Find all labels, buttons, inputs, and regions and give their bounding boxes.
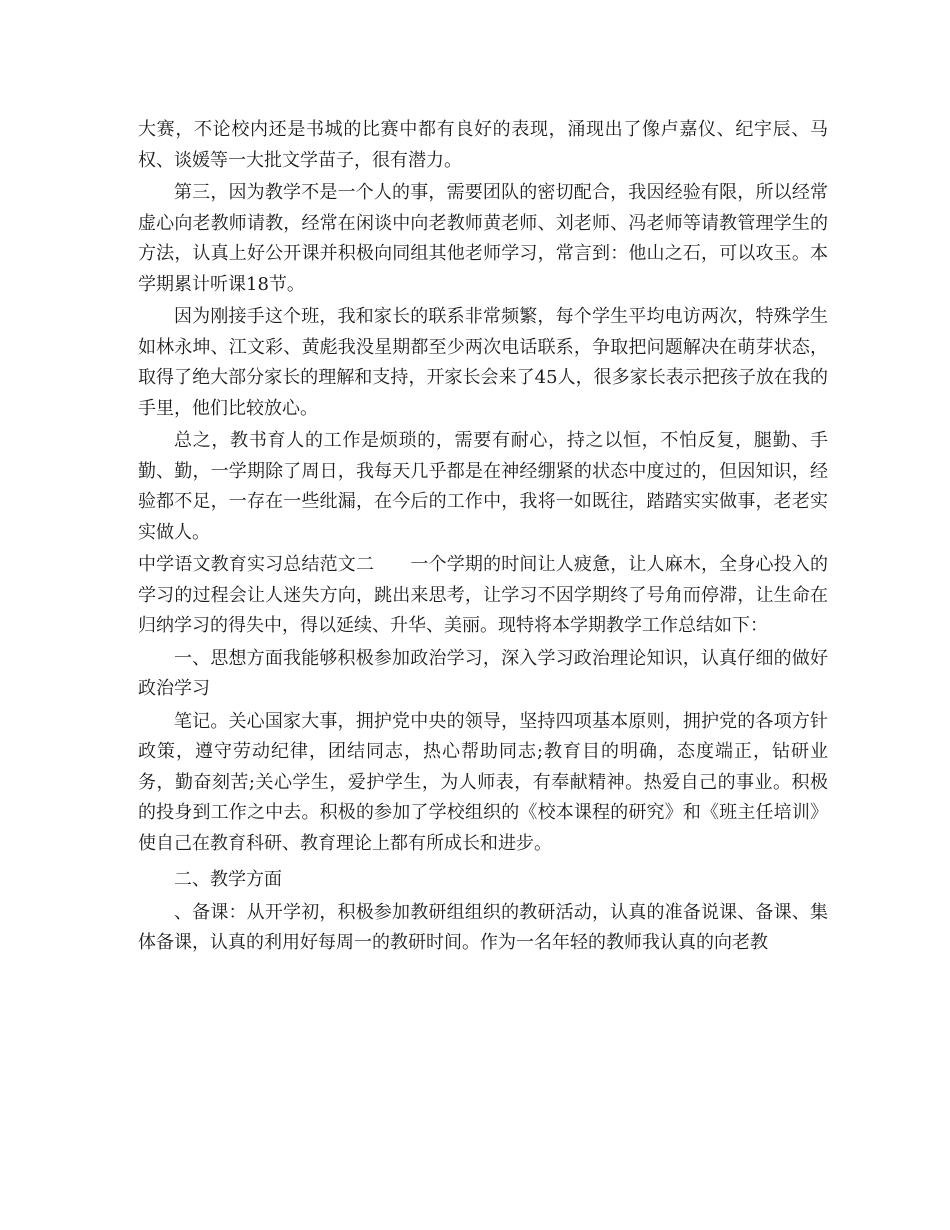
paragraph-parent-contact: 因为刚接手这个班，我和家长的联系非常频繁，每个学生平均电访两次，特殊学生如林永坤、江文彩、黄彪我没星期都至少两次电话联系，争取把问题解决在萌芽状态，取得了绝大部分家长的理解和支持，开家长会来了45人，很多家长表示把孩子放在我的手里，他们比较放心。 — [138, 306, 828, 419]
document-body — [138, 115, 828, 961]
paragraph-ideology-heading: 一、思想方面我能够积极参加政治学习，深入学习政治理论知识，认真仔细的做好政治学习 — [138, 647, 828, 699]
paragraph-competition-continuation: 大赛，不论校内还是书城的比赛中都有良好的表现，涌现出了像卢嘉仪、纪宇辰、马权、谈媛等一大批文学苗子，很有潜力。 — [138, 119, 828, 171]
paragraph-lesson-prep: 、备课：从开学初，积极参加教研组组织的教研活动，认真的准备说课、备课、集体备课，认真的利用好每周一的教研时间。作为一名年轻的教师我认真的向老教 — [138, 901, 828, 953]
paragraph-ideology-notes: 笔记。关心国家大事，拥护党中央的领导，坚持四项基本原则，拥护党的各项方针政策，遵守劳动纪律，团结同志，热心帮助同志;教育目的明确，态度端正，钻研业务，勤奋刻苦;关心学生，爱护学生，为人师表，有奉献精神。热爱自己的事业。积极的投身到工作之中去。积极的参加了学校组织的《校本课程的研究》和《班主任培训》使自己在教育科研、教育理论上都有所成长和进步。 — [138, 710, 828, 854]
paragraph-teaching-heading: 二、教学方面 — [174, 869, 282, 890]
paragraph-sample-two-intro: 中学语文教育实习总结范文二 一个学期的时间让人疲惫，让人麻木，全身心投入的学习的过程会让人迷失方向，跳出来思考，让学习不因学期终了号角而停滞，让生命在归纳学习的得失中，得以延续、升华、美丽。现特将本学期教学工作总结如下： — [138, 554, 828, 636]
paragraph-third-point: 第三，因为教学不是一个人的事，需要团队的密切配合，我因经验有限，所以经常虚心向老教师请教，经常在闲谈中向老教师黄老师、刘老师、冯老师等请教管理学生的方法，认真上好公开课并积极向同组其他老师学习，常言到：他山之石，可以攻玉。本学期累计听课18节。 — [138, 182, 828, 295]
paragraph-conclusion: 总之，教书育人的工作是烦琐的，需要有耐心，持之以恒，不怕反复，腿勤、手勤、勤，一学期除了周日，我每天几乎都是在神经绷紧的状态中度过的，但因知识，经验都不足，一存在一些纰漏，在今后的工作中，我将一如既往，踏踏实实做事，老老实实做人。 — [138, 430, 828, 543]
